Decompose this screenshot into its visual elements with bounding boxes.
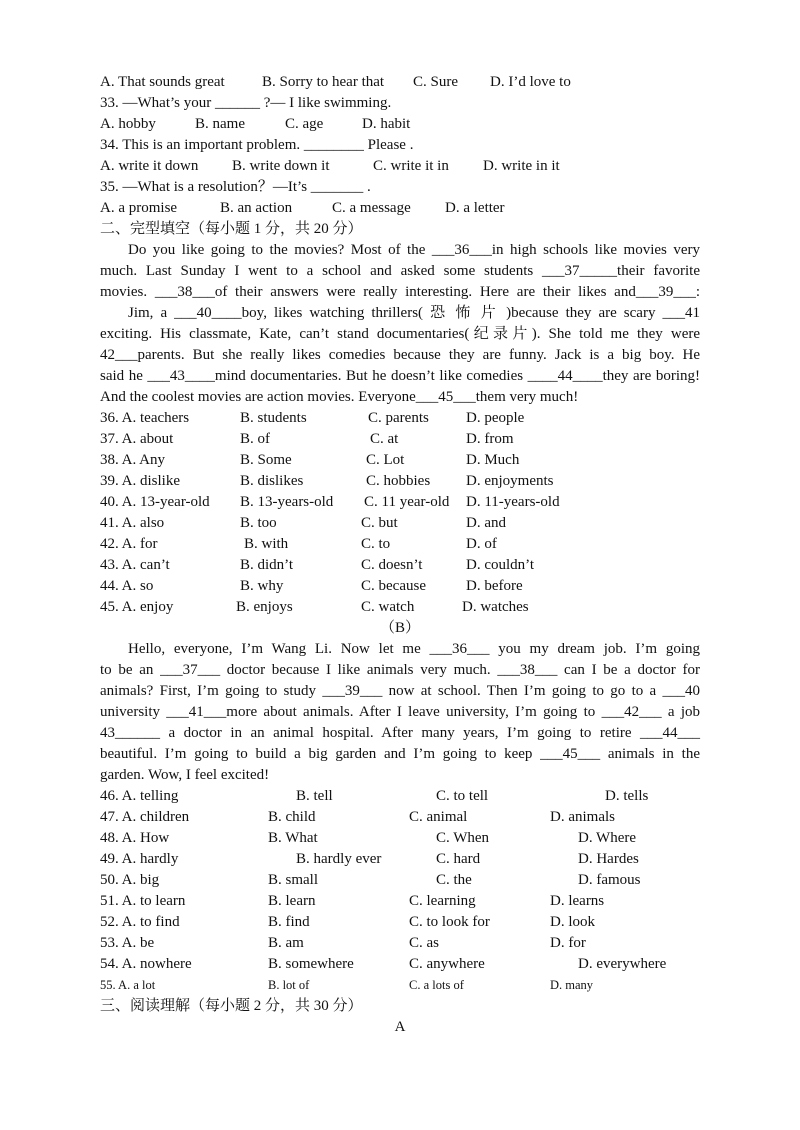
option-c: C. anywhere [409, 956, 485, 972]
option-c: C. doesn’t [361, 557, 423, 573]
option-row [100, 555, 700, 576]
option-b: B. with [244, 536, 289, 552]
section3-title: 三、阅读理解（每小题 2 分，共 30 分） [100, 998, 363, 1014]
passage-a-line: Jim, a ___40____boy, likes watching thrillers( 恐 怖 片 )because they are scary ___41 [128, 305, 700, 321]
option-b: B. students [240, 410, 307, 426]
option-b: B. am [268, 935, 304, 951]
passage-b-line: 43______ a doctor in an animal hospital. After many years, I’m going to retire ___44___ [100, 725, 700, 741]
q35-option-c: C. a message [332, 200, 411, 216]
option-row [100, 807, 700, 828]
q32-options [100, 72, 700, 93]
passage-a-line: And the coolest movies are action movies. Everyone___45___them very much! [100, 389, 579, 405]
q34-option-c: C. write it in [373, 158, 449, 174]
passage-a-line: much. Last Sunday I went to a school and asked some students ___37_____their favorite [100, 263, 700, 279]
option-c: C. 11 year-old [364, 494, 450, 510]
option-d: D. Much [466, 452, 520, 468]
option-c: C. the [436, 872, 472, 888]
passage-a-line: movies. ___38___of their answers were really interesting. Here are their likes and___39___: [100, 284, 700, 300]
option-d: D. watches [462, 599, 529, 615]
passage-a-line: 42___parents. But she really likes comedies because they are funny. Jack is a big boy. He [100, 347, 700, 363]
option-c: C. to [361, 536, 391, 552]
option-row [100, 954, 700, 975]
option-b: B. of [240, 431, 270, 447]
option-b: B. hardly ever [296, 851, 382, 867]
option-b: B. somewhere [268, 956, 354, 972]
option-c: C. hobbies [366, 473, 431, 489]
option-c: C. as [409, 935, 439, 951]
section3-subtitle: A [394, 1019, 406, 1035]
option-b: B. enjoys [236, 599, 293, 615]
passage-a [100, 240, 700, 408]
options-b [100, 786, 700, 996]
option-a: 44. A. so [100, 578, 154, 594]
option-d: D. 11-years-old [466, 494, 560, 510]
option-b: B. small [268, 872, 319, 888]
option-c: C. to tell [436, 788, 489, 804]
option-d: D. before [466, 578, 523, 594]
passage-b-line: to be an ___37___ doctor because I like animals very much. ___38___ can I be a doctor for [100, 662, 700, 678]
q32-option-c: C. Sure [413, 74, 458, 90]
q35-option-d: D. a letter [445, 200, 505, 216]
option-a: 42. A. for [100, 536, 158, 552]
q35-options [100, 198, 700, 219]
option-row [100, 471, 700, 492]
option-c: C. learning [409, 893, 476, 909]
option-a: 40. A. 13-year-old [100, 494, 210, 510]
q32-option-d: D. I’d love to [490, 74, 571, 90]
option-a: 41. A. also [100, 515, 165, 531]
option-c: C. When [436, 830, 490, 846]
option-d: D. people [466, 410, 525, 426]
option-a: 47. A. children [100, 809, 190, 825]
passage-b-line: beautiful. I’m going to build a big garden and I’m going to keep ___45___ animals in the [100, 746, 700, 762]
option-c: C. watch [361, 599, 415, 615]
option-d: D. for [550, 935, 586, 951]
option-d: D. enjoyments [466, 473, 554, 489]
passage-a-line: exciting. His classmate, Kate, can’t stand documentaries(纪录片). She told me they were [100, 326, 700, 342]
option-c: C. but [361, 515, 398, 531]
passage-b-line: garden. Wow, I feel excited! [100, 767, 270, 783]
option-d: D. learns [550, 893, 605, 909]
q32-option-a: A. That sounds great [100, 74, 225, 90]
option-b: B. didn’t [240, 557, 294, 573]
option-row [100, 429, 700, 450]
option-d: D. many [550, 978, 594, 992]
q35-option-a: A. a promise [100, 200, 178, 216]
option-c: C. to look for [409, 914, 490, 930]
option-c: C. parents [368, 410, 429, 426]
option-b: B. lot of [268, 978, 310, 992]
option-a: 50. A. big [100, 872, 160, 888]
option-d: D. Where [578, 830, 637, 846]
q34-option-b: B. write down it [232, 158, 330, 174]
option-row [100, 534, 700, 555]
option-row [100, 933, 700, 954]
q33-option-c: C. age [285, 116, 324, 132]
option-d: D. from [466, 431, 514, 447]
option-b: B. dislikes [240, 473, 304, 489]
option-row [100, 408, 700, 429]
q34-options [100, 156, 700, 177]
passage-a-line: said he ___43____mind documentaries. But he doesn’t like comedies ____44____they are boring! [100, 368, 700, 384]
option-a: 43. A. can’t [100, 557, 170, 573]
option-a: 54. A. nowhere [100, 956, 192, 972]
option-row [100, 870, 700, 891]
option-a: 37. A. about [100, 431, 174, 447]
option-a: 49. A. hardly [100, 851, 179, 867]
option-c: C. because [361, 578, 426, 594]
option-a: 39. A. dislike [100, 473, 181, 489]
q32-option-b: B. Sorry to hear that [262, 74, 385, 90]
option-row [100, 849, 700, 870]
option-c: C. at [370, 431, 399, 447]
option-b: B. find [268, 914, 310, 930]
option-row [100, 513, 700, 534]
option-b: B. Some [240, 452, 292, 468]
q33-stem: 33. —What’s your ______ ?— I like swimming. [100, 95, 392, 111]
q34-option-d: D. write in it [483, 158, 560, 174]
option-row [100, 597, 700, 618]
option-c: C. Lot [366, 452, 405, 468]
option-c: C. animal [409, 809, 468, 825]
option-a: 38. A. Any [100, 452, 166, 468]
option-d: D. couldn’t [466, 557, 535, 573]
exam-page [100, 72, 700, 1038]
option-b: B. why [240, 578, 284, 594]
option-b: B. tell [296, 788, 333, 804]
option-b: B. child [268, 809, 316, 825]
q34-option-a: A. write it down [100, 158, 199, 174]
option-d: D. Hardes [578, 851, 639, 867]
passage-b-line: university ___41___more about animals. After I leave university, I’m going to ___42___ a job [100, 704, 700, 720]
q35-stem: 35. —What is a resolution？—It’s _______ . [100, 179, 371, 195]
option-c: C. hard [436, 851, 481, 867]
option-a: 46. A. telling [100, 788, 179, 804]
option-b: B. learn [268, 893, 316, 909]
option-b: B. 13-years-old [240, 494, 334, 510]
option-d: D. and [466, 515, 506, 531]
options-a [100, 408, 700, 618]
q33-options [100, 114, 700, 135]
section2-title: 二、完型填空（每小题 1 分，共 20 分） [100, 221, 363, 237]
option-d: D. famous [578, 872, 641, 888]
option-row [100, 576, 700, 597]
option-row [100, 975, 700, 996]
option-d: D. animals [550, 809, 615, 825]
q33-option-a: A. hobby [100, 116, 156, 132]
option-row [100, 912, 700, 933]
option-row [100, 450, 700, 471]
section-b-label: （B） [379, 620, 420, 636]
option-c: C. a lots of [409, 978, 464, 992]
option-d: D. everywhere [578, 956, 667, 972]
passage-b-line: Hello, everyone, I’m Wang Li. Now let me ___36___ you my dream job. I’m going [128, 641, 700, 657]
option-d: D. look [550, 914, 595, 930]
q35-option-b: B. an action [220, 200, 293, 216]
option-a: 48. A. How [100, 830, 170, 846]
option-row [100, 492, 700, 513]
option-d: D. tells [605, 788, 649, 804]
q33-option-b: B. name [195, 116, 245, 132]
option-b: B. What [268, 830, 318, 846]
option-row [100, 891, 700, 912]
option-row [100, 828, 700, 849]
passage-b [100, 639, 700, 786]
option-a: 36. A. teachers [100, 410, 190, 426]
option-a: 55. A. a lot [100, 978, 156, 992]
passage-b-line: animals? First, I’m going to study ___39___ now at school. Then I’m going to go to a ___40 [100, 683, 700, 699]
q34-stem: 34. This is an important problem. ________ Please . [100, 137, 414, 153]
option-b: B. too [240, 515, 277, 531]
passage-a-line: Do you like going to the movies? Most of the ___36___in high schools like movies very [128, 242, 700, 258]
option-a: 51. A. to learn [100, 893, 186, 909]
option-a: 53. A. be [100, 935, 155, 951]
option-a: 52. A. to find [100, 914, 180, 930]
q33-option-d: D. habit [362, 116, 411, 132]
option-d: D. of [466, 536, 497, 552]
option-a: 45. A. enjoy [100, 599, 174, 615]
option-row [100, 786, 700, 807]
